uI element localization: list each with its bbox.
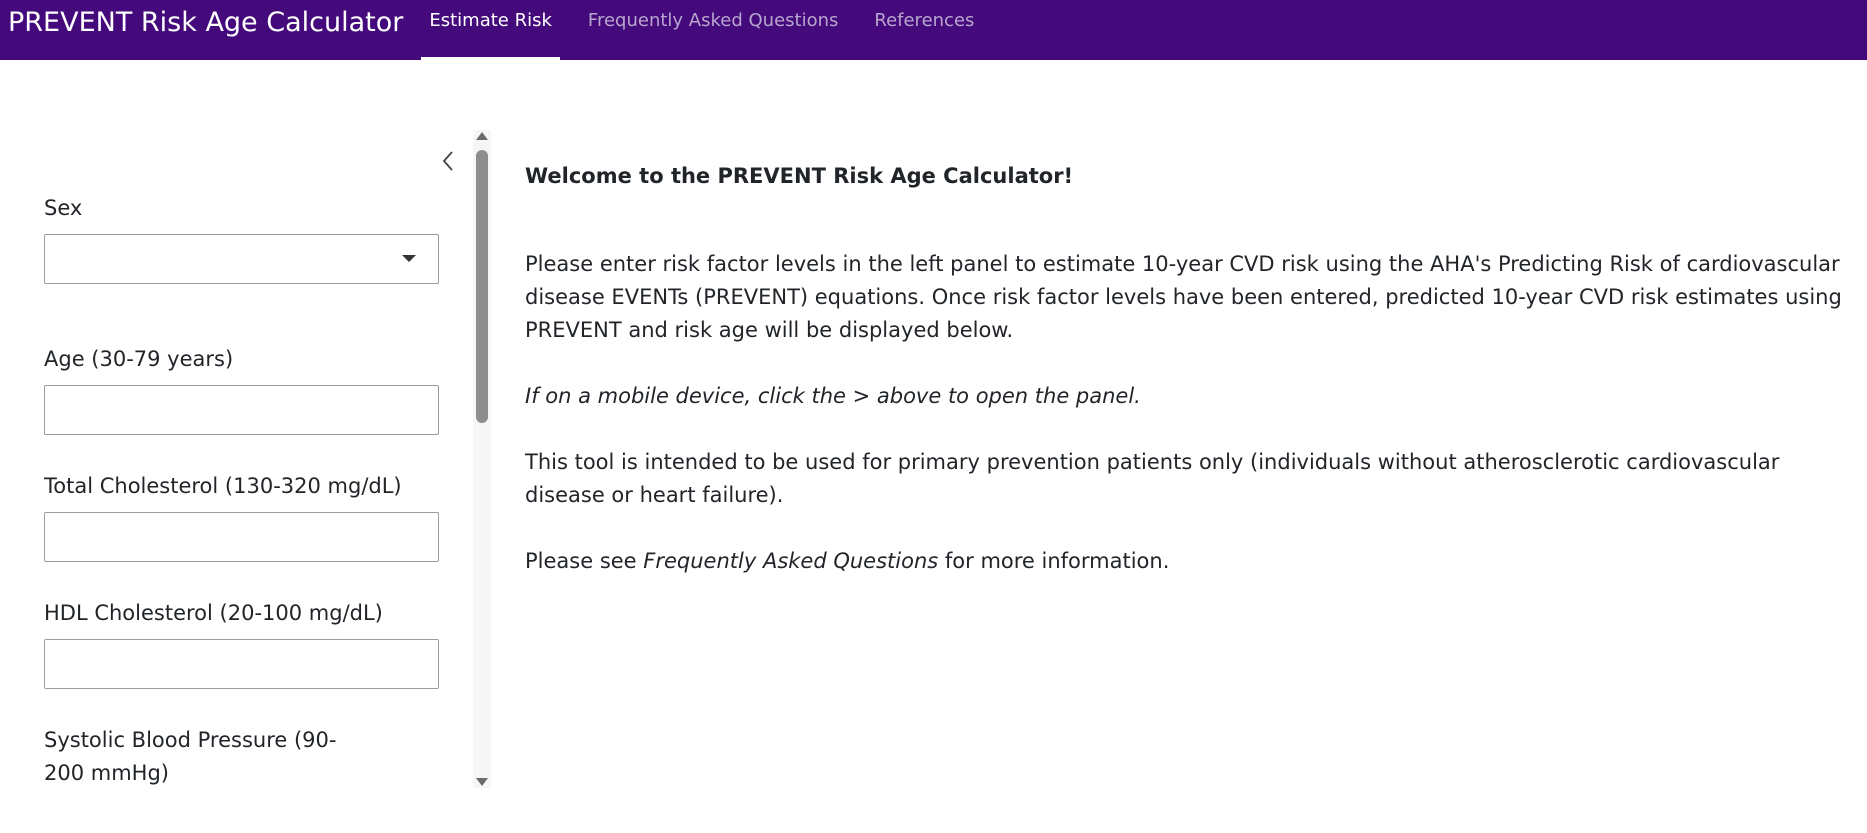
scroll-down-arrow-icon[interactable] [476,778,488,786]
tab-estimate-risk[interactable]: Estimate Risk [421,0,560,60]
hdl-cholesterol-input[interactable] [44,639,439,689]
top-navbar [0,0,1867,60]
input-sidebar [0,60,490,833]
scrollbar-thumb[interactable] [476,150,488,423]
systolic-bp-field [44,724,374,790]
app-title: PREVENT Risk Age Calculator [8,7,404,38]
tab-frequently-asked-questions[interactable]: Frequently Asked Questions [587,10,839,31]
total-cholesterol-field [44,470,439,562]
sex-select[interactable] [44,234,439,284]
total-cholesterol-input[interactable] [44,512,439,562]
age-field [44,343,439,435]
age-label: Age (30-79 years) [44,347,234,371]
collapse-sidebar-button[interactable] [437,148,459,174]
age-input[interactable] [44,385,439,435]
chevron-left-icon [437,148,459,174]
tab-references[interactable]: References [874,10,975,31]
caret-down-icon [402,255,416,262]
welcome-heading: Welcome to the PREVENT Risk Age Calculator! [525,164,1074,188]
intended-use-paragraph: This tool is intended to be used for primary prevention patients only (individuals without atherosclerotic cardiovascular disease or heart failure). [525,450,1780,507]
nav-tabs [421,0,1002,60]
faq-reference: Frequently Asked Questions [643,549,939,573]
more-info-paragraph [525,545,1169,578]
systolic-bp-label: Systolic Blood Pressure (90-200 mmHg) [44,728,337,785]
sidebar-scrollbar[interactable] [473,130,491,788]
scroll-up-arrow-icon[interactable] [476,132,488,140]
hdl-cholesterol-field [44,597,439,689]
total-cholesterol-label: Total Cholesterol (130-320 mg/dL) [44,474,402,498]
hdl-cholesterol-label: HDL Cholesterol (20-100 mg/dL) [44,601,383,625]
sex-field [44,192,439,284]
mobile-note: If on a mobile device, click the > above to open the panel. [525,384,1141,408]
more-info-suffix: for more information. [938,549,1170,573]
more-info-prefix: Please see [525,549,644,573]
intro-paragraph: Please enter risk factor levels in the left panel to estimate 10-year CVD risk using the AHA's Predicting Risk of cardiovascular disease EVENTs (PREVENT) equations. Once risk factor levels have been entered, predicted 10-year CVD risk estimates using PREVENT and risk age will be displayed below. [525,252,1842,342]
sex-label: Sex [44,196,83,220]
